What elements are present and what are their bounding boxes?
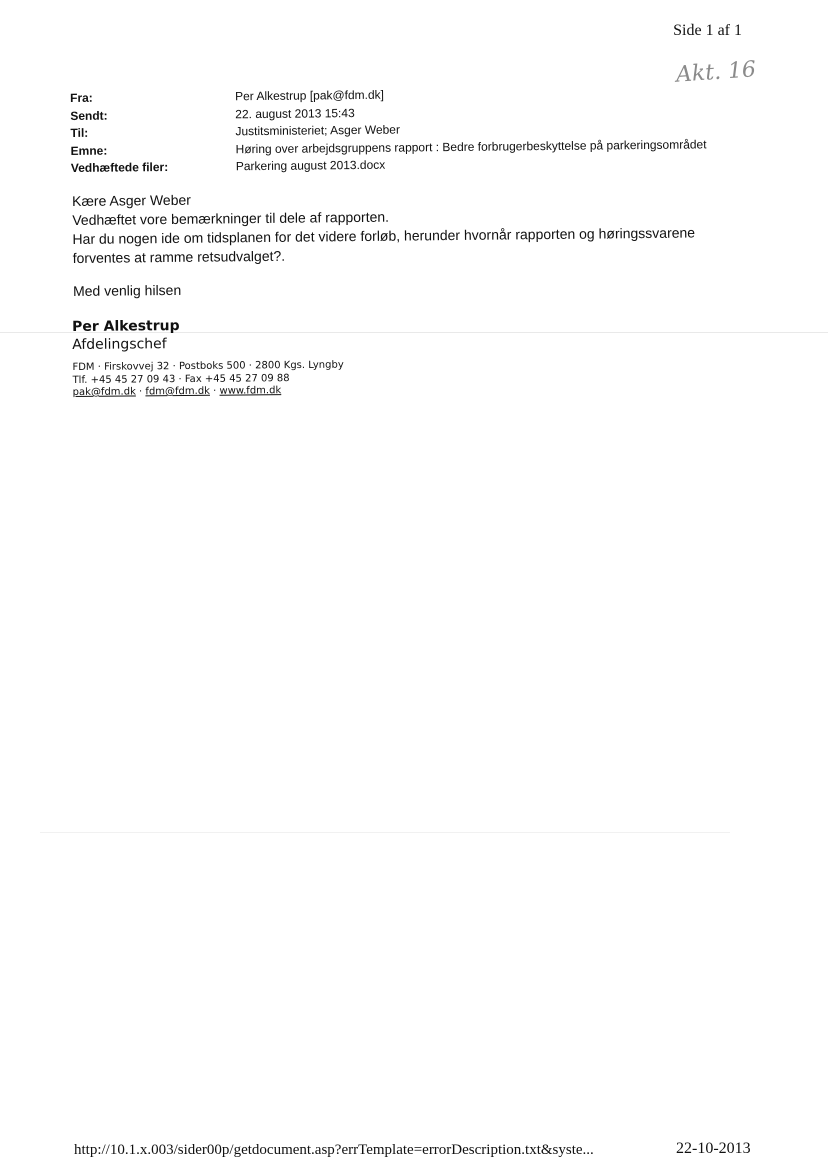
email-body: [72, 185, 696, 301]
signature-block: [72, 316, 344, 400]
link-separator: ·: [209, 385, 220, 397]
from-label: Fra:: [70, 90, 93, 105]
page-number: Side 1 af 1: [673, 22, 742, 39]
to-label: Til:: [70, 125, 89, 140]
subject-value: Høring over arbejdsgruppens rapport : Bedre forbrugerbeskyttelse på parkeringsområdet: [235, 136, 707, 156]
body-line-1: Vedhæftet vore bemærkninger til dele af rapporten.: [72, 208, 390, 228]
handwritten-annotation: Akt. 16: [675, 57, 757, 88]
subject-label: Emne:: [70, 143, 108, 158]
footer-date: 22-10-2013: [676, 1140, 751, 1157]
sent-label: Sendt:: [70, 108, 108, 123]
signature-links: [73, 385, 344, 400]
signature-title: Afdelingschef: [72, 336, 167, 353]
website-link[interactable]: www.fdm.dk: [219, 385, 282, 397]
from-value: Per Alkestrup [pak@fdm.dk]: [235, 87, 385, 104]
sent-value: 22. august 2013 15:43: [235, 105, 355, 121]
body-line-2: Har du nogen ide om tidsplanen for det videre forløb, herunder hvornår rapporten og høringssvarene: [72, 224, 696, 247]
attachments-value: Parkering august 2013.docx: [235, 157, 386, 174]
email-link-pak[interactable]: pak@fdm.dk: [72, 386, 136, 398]
email-link-fdm[interactable]: fdm@fdm.dk: [145, 385, 210, 398]
footer-url: http://10.1.x.003/sider00p/getdocument.asp?errTemplate=errorDescription.txt&syste...: [74, 1142, 594, 1158]
attachments-label: Vedhæftede filer:: [70, 159, 169, 175]
to-value: Justitsministeriet; Asger Weber: [235, 122, 401, 139]
closing: Med venlig hilsen: [72, 281, 182, 299]
signature-phone: Tlf. +45 45 27 09 43 · Fax +45 45 27 09 88: [72, 372, 290, 386]
body-line-3: forventes at ramme retsudvalget?.: [72, 247, 286, 266]
signature-name: Per Alkestrup: [72, 318, 180, 335]
link-separator: ·: [135, 386, 146, 398]
signature-address: FDM · Firskovvej 32 · Postboks 500 · 2800 Kgs. Lyngby: [72, 359, 344, 373]
email-header: [70, 83, 761, 178]
scan-line: [40, 832, 730, 833]
greeting: Kære Asger Weber: [72, 191, 191, 209]
